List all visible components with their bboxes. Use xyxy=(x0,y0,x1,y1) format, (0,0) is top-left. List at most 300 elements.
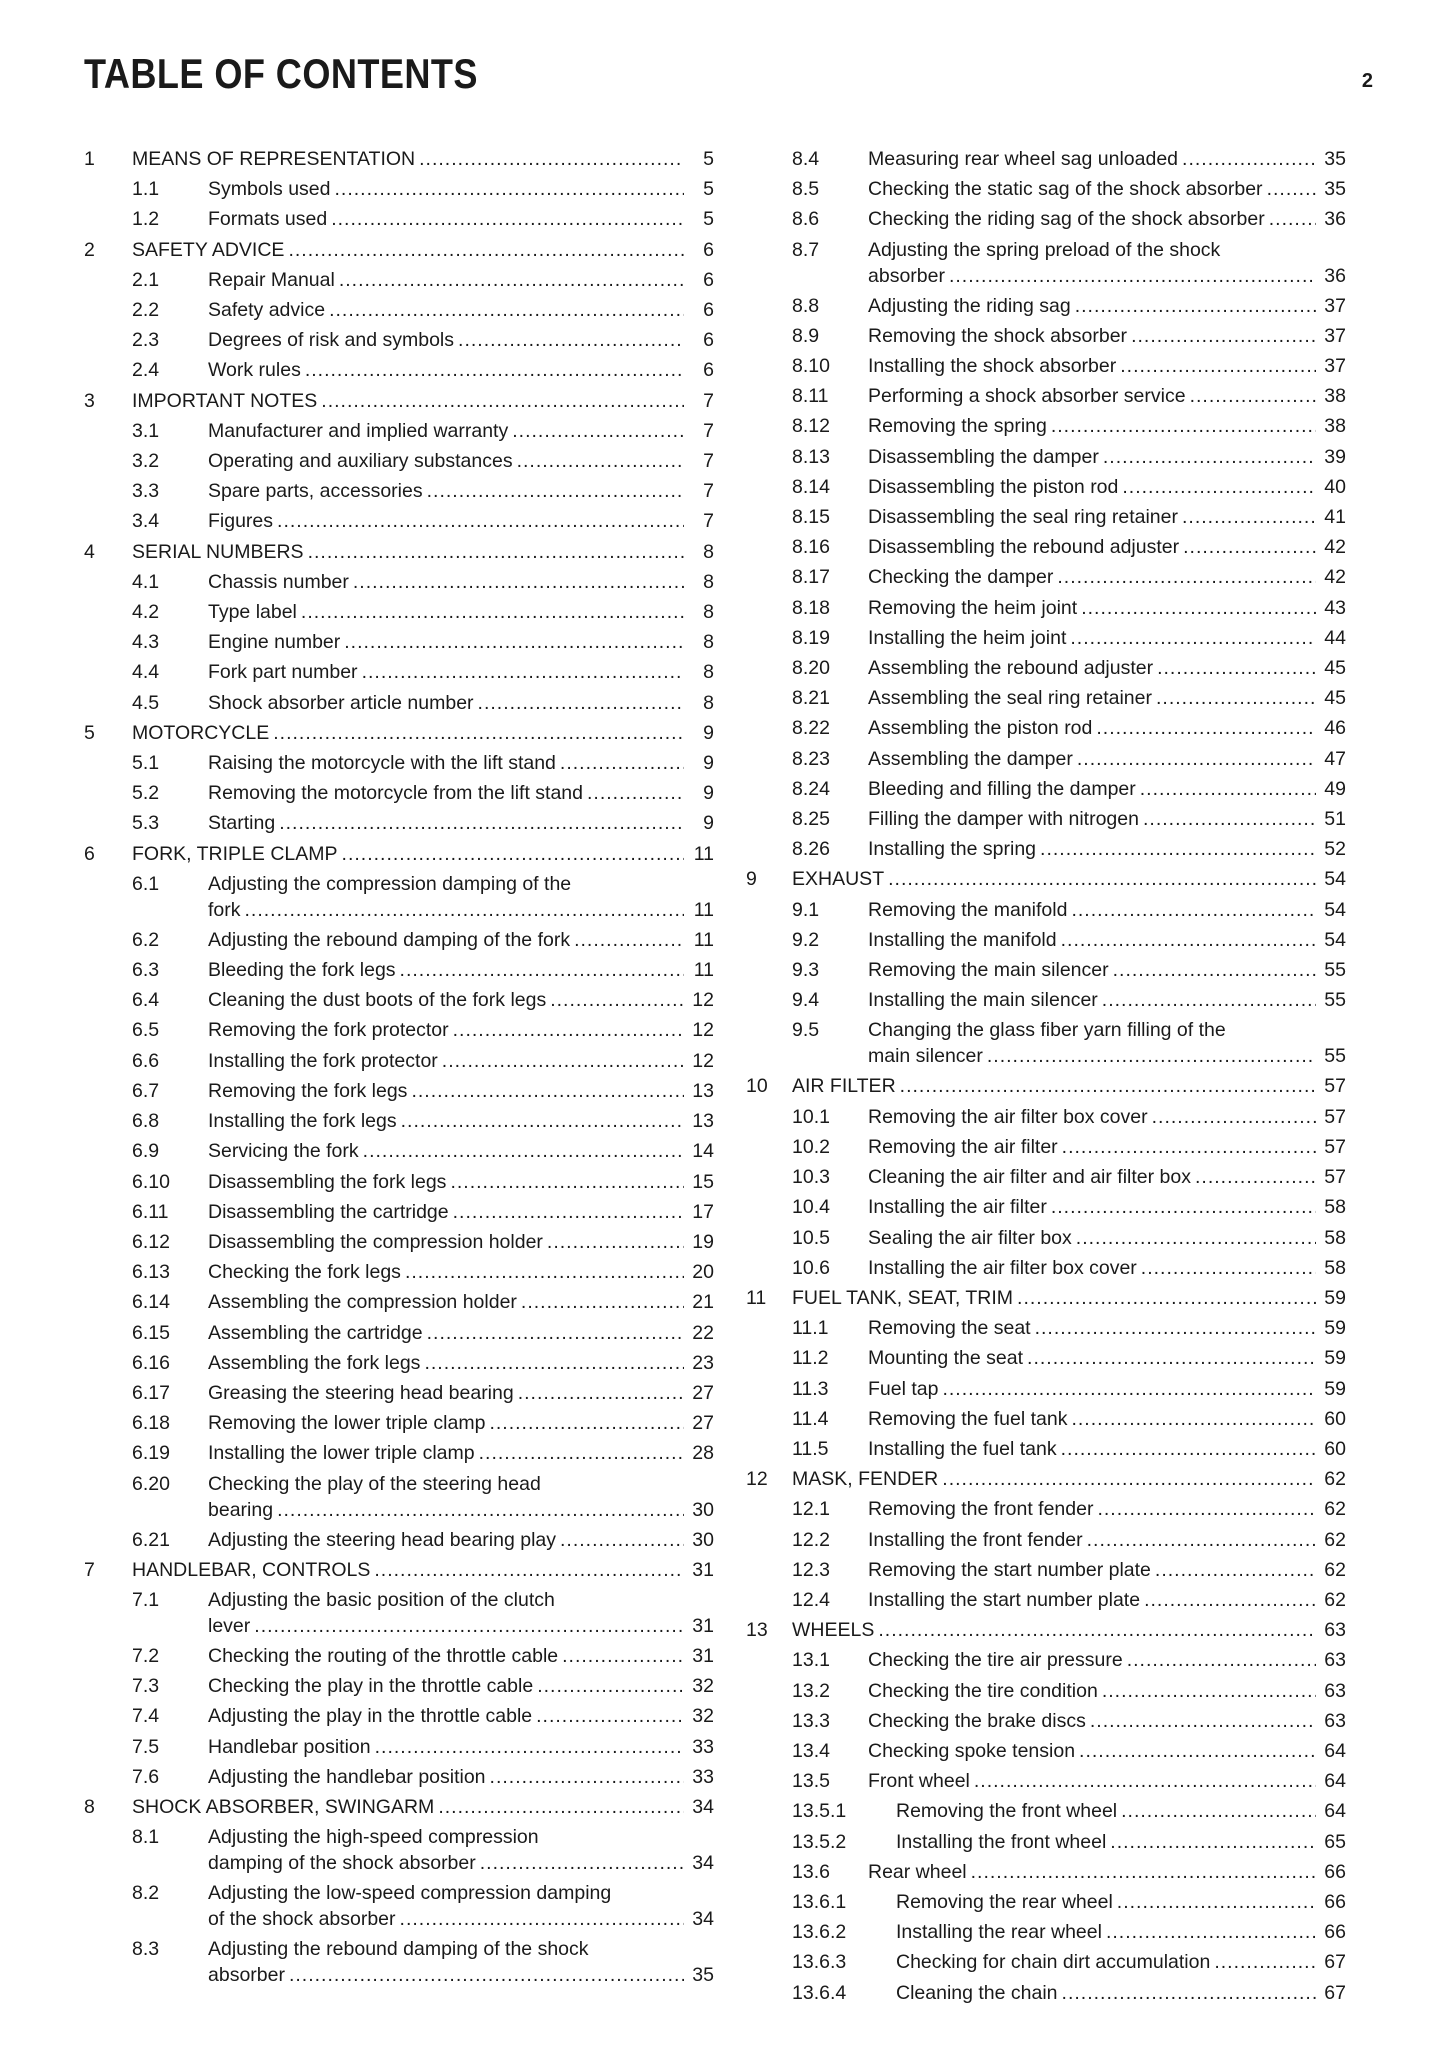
toc-entry[interactable] xyxy=(746,472,1346,502)
toc-entry-title: Removing the fork protector xyxy=(208,1019,449,1042)
dot-leader xyxy=(401,1106,684,1136)
toc-entry-page: 9 xyxy=(703,812,714,835)
toc-entry[interactable] xyxy=(746,1015,1346,1071)
toc-entry[interactable] xyxy=(84,325,714,355)
toc-entry-page: 42 xyxy=(1324,566,1346,589)
toc-entry[interactable] xyxy=(84,446,714,476)
toc-entry[interactable] xyxy=(746,204,1346,234)
toc-entry[interactable] xyxy=(84,1197,714,1227)
toc-entry[interactable] xyxy=(84,1762,714,1792)
toc-entry-page: 59 xyxy=(1324,1286,1346,1309)
toc-entry-title: Type label xyxy=(208,601,297,624)
toc-entry-title: Checking spoke tension xyxy=(868,1739,1076,1762)
toc-entry-page: 11 xyxy=(693,898,714,921)
toc-entry[interactable] xyxy=(84,1555,714,1585)
toc-entry-title: Disassembling the fork legs xyxy=(208,1170,447,1193)
toc-entry-number: 9.3 xyxy=(792,959,820,982)
toc-entry-number: 6.3 xyxy=(132,959,160,982)
toc-entry[interactable] xyxy=(84,1106,714,1136)
toc-entry[interactable] xyxy=(746,985,1346,1015)
toc-entry-page: 32 xyxy=(692,1705,714,1728)
toc-entry-title: Removing the seat xyxy=(868,1317,1031,1340)
toc-entry[interactable] xyxy=(84,1318,714,1348)
toc-entry[interactable] xyxy=(84,476,714,506)
toc-entry-title: Installing the rear wheel xyxy=(896,1921,1102,1944)
toc-entry[interactable] xyxy=(746,1917,1346,1947)
toc-entry[interactable] xyxy=(84,778,714,808)
toc-entry[interactable] xyxy=(746,804,1346,834)
toc-entry[interactable] xyxy=(746,562,1346,592)
toc-entry[interactable] xyxy=(746,502,1346,532)
toc-entry-page: 9 xyxy=(703,782,714,805)
toc-entry-page: 33 xyxy=(692,1765,714,1788)
toc-entry-page: 34 xyxy=(692,1908,714,1931)
toc-entry-title: Shock absorber article number xyxy=(208,691,474,714)
dot-leader xyxy=(1155,1555,1316,1585)
toc-entry[interactable] xyxy=(84,1469,714,1525)
toc-entry-number: 8.1 xyxy=(132,1826,160,1849)
toc-entry[interactable] xyxy=(746,1585,1346,1615)
toc-entry[interactable] xyxy=(84,416,714,446)
toc-entry[interactable] xyxy=(746,1434,1346,1464)
toc-entry-number: 11.3 xyxy=(792,1377,829,1400)
toc-entry[interactable] xyxy=(746,1404,1346,1434)
toc-entry-number: 11.4 xyxy=(792,1407,829,1430)
toc-entry[interactable] xyxy=(84,1348,714,1378)
toc-entry[interactable] xyxy=(84,265,714,295)
toc-entry-number: 10 xyxy=(746,1075,768,1098)
toc-entry[interactable] xyxy=(746,1223,1346,1253)
toc-entry[interactable] xyxy=(84,1438,714,1468)
toc-entry-title: Checking the routing of the throttle cable xyxy=(208,1644,559,1667)
toc-entry-number: 6.2 xyxy=(132,928,160,951)
toc-entry-number: 6.7 xyxy=(132,1079,160,1102)
toc-entry[interactable] xyxy=(746,653,1346,683)
toc-entry-page: 36 xyxy=(1324,208,1346,231)
toc-entry-page: 44 xyxy=(1324,626,1346,649)
toc-entry[interactable] xyxy=(746,955,1346,985)
dot-leader xyxy=(521,1287,684,1317)
toc-entry[interactable] xyxy=(746,1525,1346,1555)
toc-entry-number: 8.2 xyxy=(132,1882,160,1905)
toc-entry-number: 3.4 xyxy=(132,510,160,533)
toc-entry[interactable] xyxy=(746,1796,1346,1826)
toc-entry[interactable] xyxy=(746,174,1346,204)
toc-entry-title: FUEL TANK, SEAT, TRIM xyxy=(792,1286,1014,1309)
toc-entry-page: 35 xyxy=(1324,148,1346,170)
toc-entry[interactable] xyxy=(746,1132,1346,1162)
toc-entry-page: 40 xyxy=(1324,475,1346,498)
toc-entry-title: Removing the shock absorber xyxy=(868,324,1128,347)
toc-entry[interactable] xyxy=(84,1287,714,1317)
toc-entry-number: 13.6 xyxy=(792,1860,830,1883)
toc-entry-title: Adjusting the high-speed compression xyxy=(208,1826,539,1849)
dot-leader xyxy=(1102,1676,1316,1706)
toc-entry-number: 9.5 xyxy=(792,1019,820,1042)
toc-entry-title: Adjusting the riding sag xyxy=(868,294,1071,317)
toc-entry-page: 58 xyxy=(1324,1226,1346,1249)
dot-leader xyxy=(547,1227,684,1257)
dot-leader xyxy=(1140,774,1316,804)
toc-entry-title: Disassembling the compression holder xyxy=(208,1230,543,1253)
dot-leader xyxy=(1113,955,1316,985)
dot-leader xyxy=(1017,1283,1316,1313)
toc-entry-number: 8.22 xyxy=(792,717,830,740)
toc-entry[interactable] xyxy=(84,295,714,325)
toc-entry-number: 8.4 xyxy=(792,148,820,170)
toc-entry[interactable] xyxy=(746,1827,1346,1857)
dot-leader xyxy=(1062,1132,1316,1162)
toc-entry[interactable] xyxy=(746,351,1346,381)
toc-entry[interactable] xyxy=(746,1645,1346,1675)
toc-entry[interactable] xyxy=(746,321,1346,351)
dot-leader xyxy=(1103,442,1316,472)
toc-column-right xyxy=(746,144,1346,2008)
toc-entry-number: 8.10 xyxy=(792,355,830,378)
toc-entry[interactable] xyxy=(84,1257,714,1287)
toc-entry-title: Raising the motorcycle with the lift stand xyxy=(208,752,556,775)
toc-entry-page: 5 xyxy=(703,208,714,231)
toc-entry-page: 57 xyxy=(1324,1135,1346,1158)
toc-entry[interactable] xyxy=(84,567,714,597)
dot-leader xyxy=(949,263,1316,289)
toc-entry-title: Mounting the seat xyxy=(868,1347,1024,1370)
toc-entry[interactable] xyxy=(84,386,714,416)
toc-entry[interactable] xyxy=(84,1822,714,1878)
dot-leader xyxy=(489,1408,684,1438)
toc-entry-page: 6 xyxy=(703,329,714,352)
toc-entry[interactable] xyxy=(84,955,714,985)
toc-entry[interactable] xyxy=(746,1676,1346,1706)
toc-entry-page: 6 xyxy=(703,238,714,261)
toc-entry-page: 54 xyxy=(1324,868,1346,891)
toc-entry-page: 37 xyxy=(1324,294,1346,317)
toc-entry-title: Front wheel xyxy=(868,1770,970,1793)
toc-entry[interactable] xyxy=(84,1076,714,1106)
dot-leader xyxy=(1027,1343,1316,1373)
dot-leader xyxy=(1157,653,1316,683)
toc-entry-number: 13.6.2 xyxy=(792,1921,847,1944)
toc-entry[interactable] xyxy=(84,657,714,687)
toc-entry-title: FORK, TRIPLE CLAMP xyxy=(132,842,338,865)
toc-entry-page: 41 xyxy=(1324,506,1346,529)
toc-entry[interactable] xyxy=(746,411,1346,441)
dot-leader xyxy=(1061,1434,1316,1464)
toc-entry[interactable] xyxy=(746,864,1346,894)
toc-entry[interactable] xyxy=(84,808,714,838)
toc-entry[interactable] xyxy=(746,442,1346,472)
page-title: TABLE OF CONTENTS xyxy=(84,50,478,97)
toc-entry-number: 12.3 xyxy=(792,1558,830,1581)
toc-entry[interactable] xyxy=(746,1253,1346,1283)
toc-entry[interactable] xyxy=(84,506,714,536)
toc-entry[interactable] xyxy=(84,355,714,385)
dot-leader xyxy=(273,718,684,748)
toc-entry[interactable] xyxy=(746,1313,1346,1343)
toc-entry-title-continued: damping of the shock absorber xyxy=(208,1852,476,1875)
toc-entry-number: 10.6 xyxy=(792,1256,830,1279)
toc-entry-title: Symbols used xyxy=(208,178,331,201)
toc-entry-number: 8.14 xyxy=(792,475,830,498)
toc-entry-page: 63 xyxy=(1324,1619,1346,1642)
toc-entry[interactable] xyxy=(84,597,714,627)
toc-entry-page: 30 xyxy=(692,1528,714,1551)
toc-entry[interactable] xyxy=(746,713,1346,743)
toc-entry[interactable] xyxy=(84,1671,714,1701)
dot-leader xyxy=(1195,1162,1316,1192)
dot-leader xyxy=(942,1374,1316,1404)
dot-leader xyxy=(971,1857,1316,1887)
toc-entry[interactable] xyxy=(746,1766,1346,1796)
dot-leader xyxy=(288,235,684,265)
toc-entry-title: Cleaning the dust boots of the fork legs xyxy=(208,989,547,1012)
toc-entry[interactable] xyxy=(84,1732,714,1762)
toc-entry-title-continued: main silencer xyxy=(868,1045,983,1068)
toc-entry[interactable] xyxy=(84,537,714,567)
toc-entry-number: 1.1 xyxy=(132,178,160,201)
toc-entry[interactable] xyxy=(746,1947,1346,1977)
toc-entry-page: 51 xyxy=(1324,808,1346,831)
toc-entry[interactable] xyxy=(746,895,1346,925)
toc-entry-title: Spare parts, accessories xyxy=(208,480,423,503)
toc-entry[interactable] xyxy=(84,174,714,204)
dot-leader xyxy=(1075,291,1316,321)
toc-entry[interactable] xyxy=(84,748,714,778)
toc-entry[interactable] xyxy=(84,627,714,657)
toc-entry[interactable] xyxy=(746,925,1346,955)
toc-entry-page: 12 xyxy=(692,989,714,1012)
toc-entry[interactable] xyxy=(746,144,1346,174)
toc-entry[interactable] xyxy=(746,683,1346,713)
toc-entry-number: 6.15 xyxy=(132,1321,170,1344)
toc-entry[interactable] xyxy=(746,1192,1346,1222)
toc-entry-number: 6.1 xyxy=(132,872,160,895)
toc-entry-title: Disassembling the cartridge xyxy=(208,1200,449,1223)
dot-leader xyxy=(1071,1404,1316,1434)
toc-entry-title: Rear wheel xyxy=(868,1860,967,1883)
dot-leader xyxy=(1141,1253,1316,1283)
toc-entry-page: 63 xyxy=(1324,1709,1346,1732)
toc-entry-title: Checking the tire air pressure xyxy=(868,1649,1123,1672)
toc-entry-title: Repair Manual xyxy=(208,268,335,291)
toc-entry-number: 2 xyxy=(84,238,95,261)
toc-entry[interactable] xyxy=(84,1408,714,1438)
dot-leader xyxy=(277,1497,684,1523)
toc-entry-title: Installing the shock absorber xyxy=(868,355,1117,378)
toc-entry-page: 7 xyxy=(703,419,714,442)
toc-entry[interactable] xyxy=(746,1162,1346,1192)
toc-entry[interactable] xyxy=(84,1585,714,1641)
toc-entry[interactable] xyxy=(84,718,714,748)
toc-entry[interactable] xyxy=(746,1494,1346,1524)
toc-entry[interactable] xyxy=(746,235,1346,291)
toc-entry-title: Removing the manifold xyxy=(868,898,1068,921)
toc-entry[interactable] xyxy=(84,1015,714,1045)
toc-entry-title: SAFETY ADVICE xyxy=(132,238,285,261)
toc-entry-page: 5 xyxy=(703,178,714,201)
toc-entry[interactable] xyxy=(746,1857,1346,1887)
toc-entry-page: 11 xyxy=(693,928,714,951)
toc-entry-page: 54 xyxy=(1324,898,1346,921)
toc-entry[interactable] xyxy=(746,744,1346,774)
toc-entry-number: 6.14 xyxy=(132,1291,170,1314)
toc-entry-number: 6.12 xyxy=(132,1230,170,1253)
toc-entry-page: 60 xyxy=(1324,1437,1346,1460)
toc-entry-page: 63 xyxy=(1324,1679,1346,1702)
toc-entry[interactable] xyxy=(746,623,1346,653)
dot-leader xyxy=(424,1348,684,1378)
toc-entry-title: Removing the motorcycle from the lift stand xyxy=(208,782,583,805)
toc-entry[interactable] xyxy=(746,1978,1346,2008)
toc-entry-page: 14 xyxy=(692,1140,714,1163)
toc-entry-title: Assembling the compression holder xyxy=(208,1291,517,1314)
toc-entry[interactable] xyxy=(84,1701,714,1731)
toc-entry-number: 3.1 xyxy=(132,419,160,442)
toc-entry-number: 3.2 xyxy=(132,450,160,473)
toc-entry-title: Checking the static sag of the shock absorber xyxy=(868,178,1263,201)
toc-entry[interactable] xyxy=(84,869,714,925)
toc-entry-number: 9.2 xyxy=(792,928,820,951)
toc-entry-page: 66 xyxy=(1324,1890,1346,1913)
toc-entry-page: 38 xyxy=(1324,385,1346,408)
toc-entry-title: Disassembling the piston rod xyxy=(868,475,1119,498)
dot-leader xyxy=(1131,321,1316,351)
dot-leader xyxy=(353,567,684,597)
toc-entry[interactable] xyxy=(84,1046,714,1076)
toc-entry-title: Removing the fork legs xyxy=(208,1079,408,1102)
toc-entry[interactable] xyxy=(746,593,1346,623)
toc-entry[interactable] xyxy=(84,235,714,265)
toc-entry-title: Adjusting the spring preload of the shock xyxy=(868,238,1221,261)
toc-entry[interactable] xyxy=(746,1374,1346,1404)
toc-entry-title: Installing the fork legs xyxy=(208,1110,397,1133)
toc-entry-number: 8.15 xyxy=(792,506,830,529)
toc-entry[interactable] xyxy=(746,1706,1346,1736)
toc-entry-number: 8.6 xyxy=(792,208,820,231)
toc-entry-title: Installing the air filter box cover xyxy=(868,1256,1137,1279)
toc-entry-title: Installing the air filter xyxy=(868,1196,1047,1219)
toc-entry[interactable] xyxy=(84,839,714,869)
toc-entry-page: 8 xyxy=(703,570,714,593)
dot-leader xyxy=(342,839,684,869)
toc-entry-page: 45 xyxy=(1324,657,1346,680)
dot-leader xyxy=(512,416,684,446)
toc-entry-title-continued: fork xyxy=(208,898,241,921)
toc-entry[interactable] xyxy=(84,1136,714,1166)
dot-leader xyxy=(560,748,684,778)
toc-entry[interactable] xyxy=(746,834,1346,864)
toc-entry[interactable] xyxy=(746,532,1346,562)
toc-entry[interactable] xyxy=(84,1641,714,1671)
toc-entry-title: Removing the heim joint xyxy=(868,596,1078,619)
toc-entry[interactable] xyxy=(84,985,714,1015)
toc-entry-title: Assembling the damper xyxy=(868,747,1073,770)
toc-entry-title: Disassembling the damper xyxy=(868,445,1099,468)
toc-entry[interactable] xyxy=(746,1283,1346,1313)
toc-entry[interactable] xyxy=(746,1887,1346,1917)
toc-entry[interactable] xyxy=(746,1615,1346,1645)
toc-entry-page: 13 xyxy=(692,1110,714,1133)
toc-entry[interactable] xyxy=(746,1736,1346,1766)
toc-entry-number: 11.2 xyxy=(792,1347,829,1370)
toc-entry-title: Checking the brake discs xyxy=(868,1709,1086,1732)
toc-entry-page: 15 xyxy=(692,1170,714,1193)
toc-entry[interactable] xyxy=(746,291,1346,321)
dot-leader xyxy=(442,1046,684,1076)
toc-entry-page: 23 xyxy=(692,1351,714,1374)
dot-leader xyxy=(888,864,1316,894)
dot-leader xyxy=(1035,1313,1316,1343)
toc-entry-number: 8.9 xyxy=(792,324,820,347)
toc-entry-page: 20 xyxy=(692,1261,714,1284)
dot-leader xyxy=(1117,1887,1316,1917)
dot-leader xyxy=(1267,174,1316,204)
toc-entry-title: Installing the front fender xyxy=(868,1528,1083,1551)
toc-entry[interactable] xyxy=(84,1934,714,1990)
toc-entry[interactable] xyxy=(84,1378,714,1408)
toc-entry-title: Engine number xyxy=(208,631,341,654)
dot-leader xyxy=(1190,381,1316,411)
toc-entry-page: 60 xyxy=(1324,1407,1346,1430)
toc-entry-title-continued: lever xyxy=(208,1614,251,1637)
toc-entry-page: 57 xyxy=(1324,1105,1346,1128)
toc-entry-page: 8 xyxy=(703,631,714,654)
dot-leader xyxy=(453,1197,684,1227)
toc-entry-title: Manufacturer and implied warranty xyxy=(208,419,509,442)
toc-entry[interactable] xyxy=(746,1102,1346,1132)
toc-entry-number: 5 xyxy=(84,721,95,744)
toc-entry[interactable] xyxy=(746,1071,1346,1101)
toc-entry-number: 11 xyxy=(746,1286,767,1309)
dot-leader xyxy=(363,1136,684,1166)
toc-entry-page: 58 xyxy=(1324,1196,1346,1219)
toc-entry-page: 42 xyxy=(1324,536,1346,559)
toc-entry[interactable] xyxy=(84,1792,714,1822)
toc-entry[interactable] xyxy=(84,925,714,955)
toc-entry-number: 6.16 xyxy=(132,1351,170,1374)
toc-entry[interactable] xyxy=(84,1525,714,1555)
toc-entry[interactable] xyxy=(84,688,714,718)
toc-entry-number: 13 xyxy=(746,1619,768,1642)
toc-entry-number: 4.1 xyxy=(132,570,160,593)
toc-entry-number: 2.1 xyxy=(132,268,160,291)
toc-entry-page: 11 xyxy=(693,959,714,982)
toc-entry-number: 11.1 xyxy=(792,1317,829,1340)
dot-leader xyxy=(458,325,684,355)
dot-leader xyxy=(518,1378,684,1408)
toc-entry[interactable] xyxy=(746,1464,1346,1494)
toc-entry-number: 3.3 xyxy=(132,480,160,503)
toc-entry[interactable] xyxy=(84,1167,714,1197)
toc-entry[interactable] xyxy=(746,774,1346,804)
toc-entry-number: 5.1 xyxy=(132,752,160,775)
toc-entry[interactable] xyxy=(746,1343,1346,1373)
toc-entry-page: 55 xyxy=(1324,959,1346,982)
toc-entry-page: 47 xyxy=(1324,747,1346,770)
toc-entry-page: 9 xyxy=(703,752,714,775)
toc-entry-title: Fork part number xyxy=(208,661,358,684)
toc-entry[interactable] xyxy=(84,1227,714,1257)
toc-entry[interactable] xyxy=(746,1555,1346,1585)
toc-entry[interactable] xyxy=(84,204,714,234)
toc-entry[interactable] xyxy=(84,1878,714,1934)
toc-entry[interactable] xyxy=(746,381,1346,411)
toc-entry-title: Disassembling the seal ring retainer xyxy=(868,506,1178,529)
toc-entry-page: 28 xyxy=(692,1442,714,1465)
dot-leader xyxy=(1182,502,1316,532)
toc-entry[interactable] xyxy=(84,144,714,174)
toc-entry-page: 11 xyxy=(693,842,714,865)
